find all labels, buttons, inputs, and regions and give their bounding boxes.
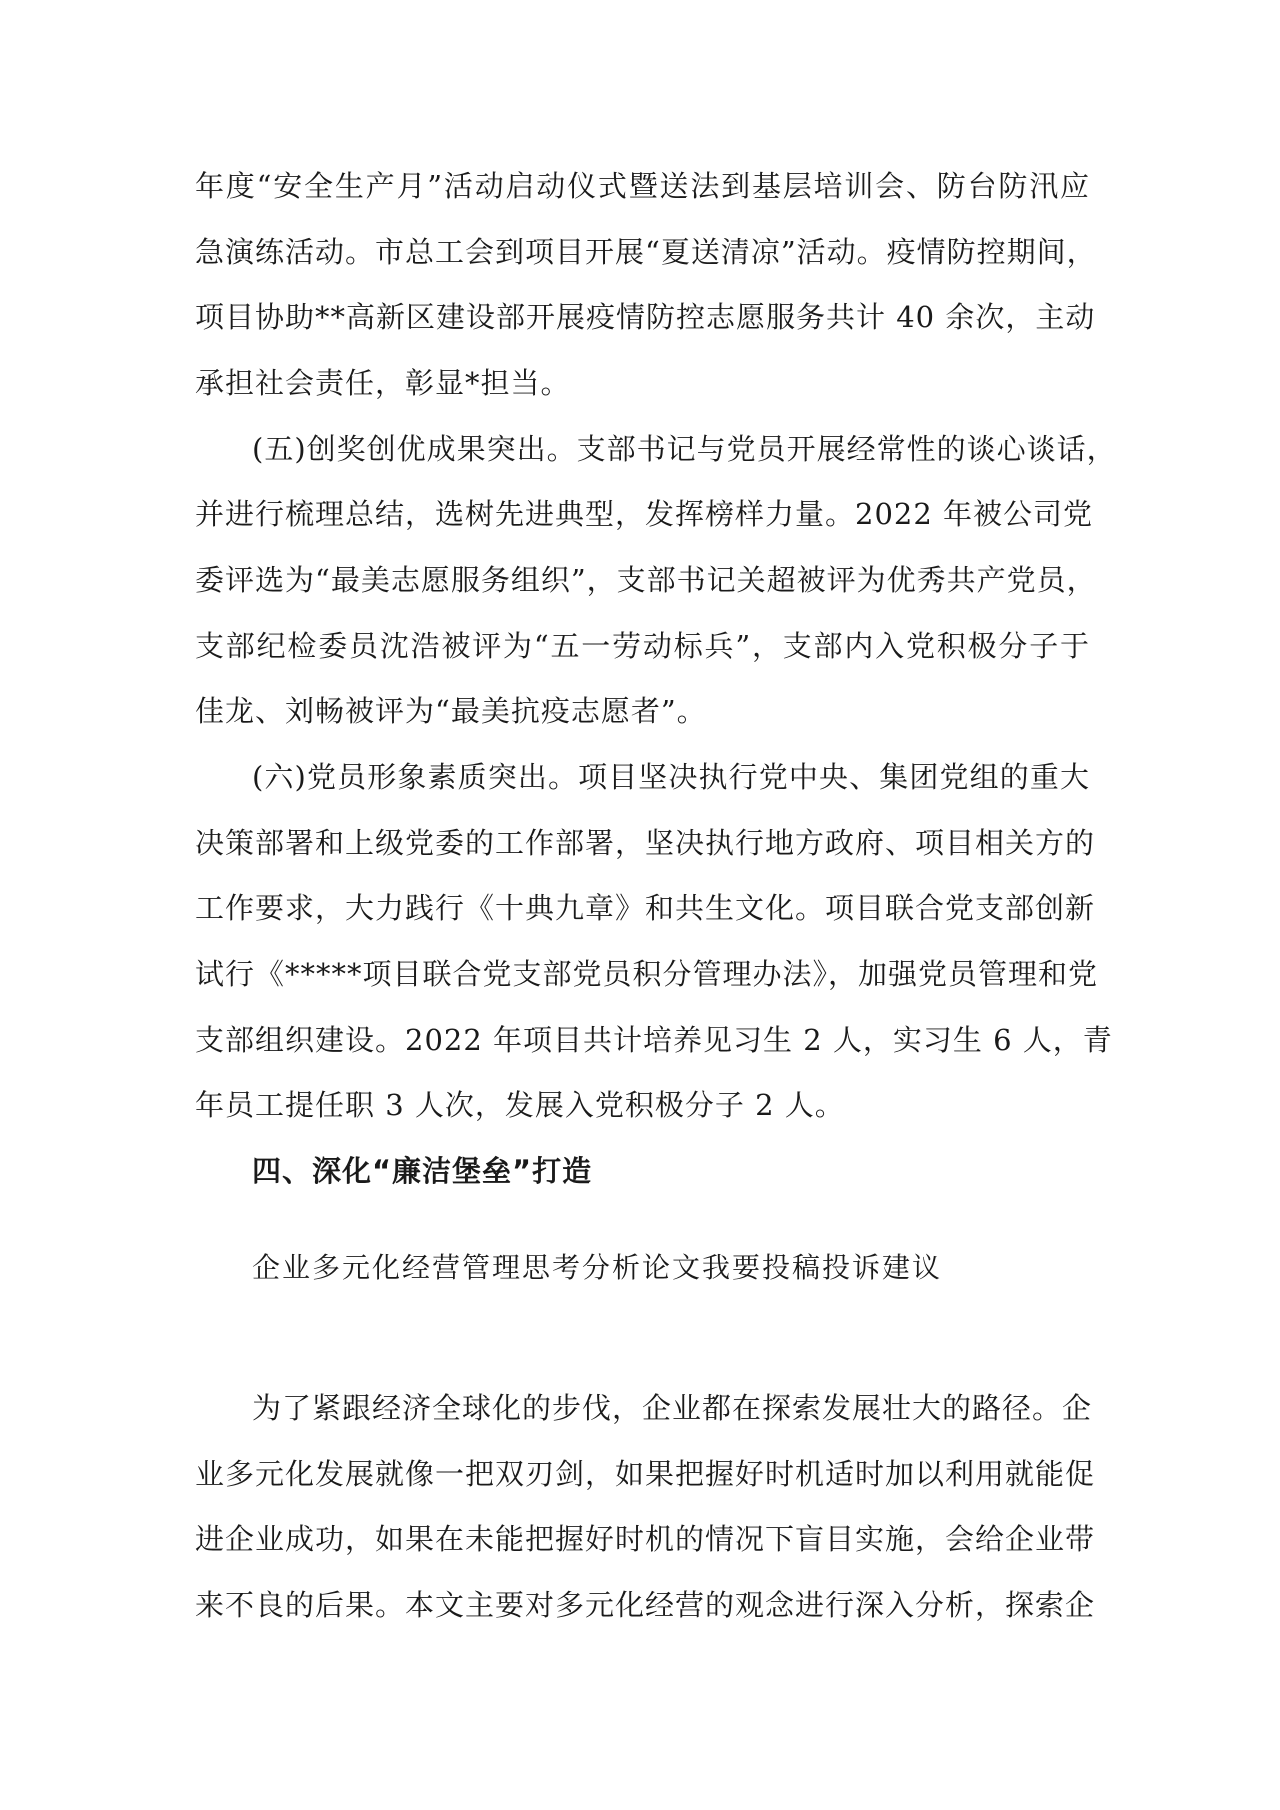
paragraph-3-line-2: 决策部署和上级党委的工作部署，坚决执行地方政府、项目相关方的 xyxy=(195,826,1096,860)
paragraph-3-line-1: (六)党员形象素质突出。项目坚决执行党中央、集团党组的重大 xyxy=(252,760,1090,794)
paragraph-4-line-3: 进企业成功，如果在未能把握好时机的情况下盲目实施，会给企业带 xyxy=(195,1522,1096,1556)
paragraph-2-line-4: 支部纪检委员沈浩被评为“五一劳动标兵”，支部内入党积极分子于 xyxy=(195,629,1090,663)
section-heading: 四、深化“廉洁堡垒”打造 xyxy=(252,1154,593,1188)
paragraph-3-line-5: 支部组织建设。2022 年项目共计培养见习生 2 人，实习生 6 人，青 xyxy=(195,1023,1113,1057)
paragraph-2-line-1: (五)创奖创优成果突出。支部书记与党员开展经常性的谈心谈话， xyxy=(252,432,1117,466)
paragraph-1-line-1: 年度“安全生产月”活动启动仪式暨送法到基层培训会、防台防汛应 xyxy=(195,169,1090,203)
paragraph-1-line-2: 急演练活动。市总工会到项目开展“夏送清凉”活动。疫情防控期间， xyxy=(195,235,1097,269)
paragraph-4-line-1: 为了紧跟经济全球化的步伐，企业都在探索发展壮大的路径。企 xyxy=(252,1391,1093,1425)
paragraph-4-line-2: 业多元化发展就像一把双刃剑，如果把握好时机适时加以利用就能促 xyxy=(195,1457,1096,1491)
paragraph-3-line-6: 年员工提任职 3 人次，发展入党积极分子 2 人。 xyxy=(195,1088,845,1122)
paragraph-2-line-3: 委评选为“最美志愿服务组织”，支部书记关超被评为优秀共产党员， xyxy=(195,563,1097,597)
article-title: 企业多元化经营管理思考分析论文我要投稿投诉建议 xyxy=(252,1251,943,1284)
paragraph-2-line-2: 并进行梳理总结，选树先进典型，发挥榜样力量。2022 年被公司党 xyxy=(195,497,1094,531)
paragraph-1-line-4: 承担社会责任，彰显*担当。 xyxy=(195,366,571,400)
paragraph-3-line-4: 试行《*****项目联合党支部党员积分管理办法》，加强党员管理和党 xyxy=(195,957,1099,991)
paragraph-1-line-3: 项目协助**高新区建设部开展疫情防控志愿服务共计 40 余次，主动 xyxy=(195,300,1096,334)
paragraph-2-line-5: 佳龙、刘畅被评为“最美抗疫志愿者”。 xyxy=(195,694,707,728)
paragraph-3-line-3: 工作要求，大力践行《十典九章》和共生文化。项目联合党支部创新 xyxy=(195,891,1096,925)
paragraph-4-line-4: 来不良的后果。本文主要对多元化经营的观念进行深入分析，探索企 xyxy=(195,1588,1096,1622)
